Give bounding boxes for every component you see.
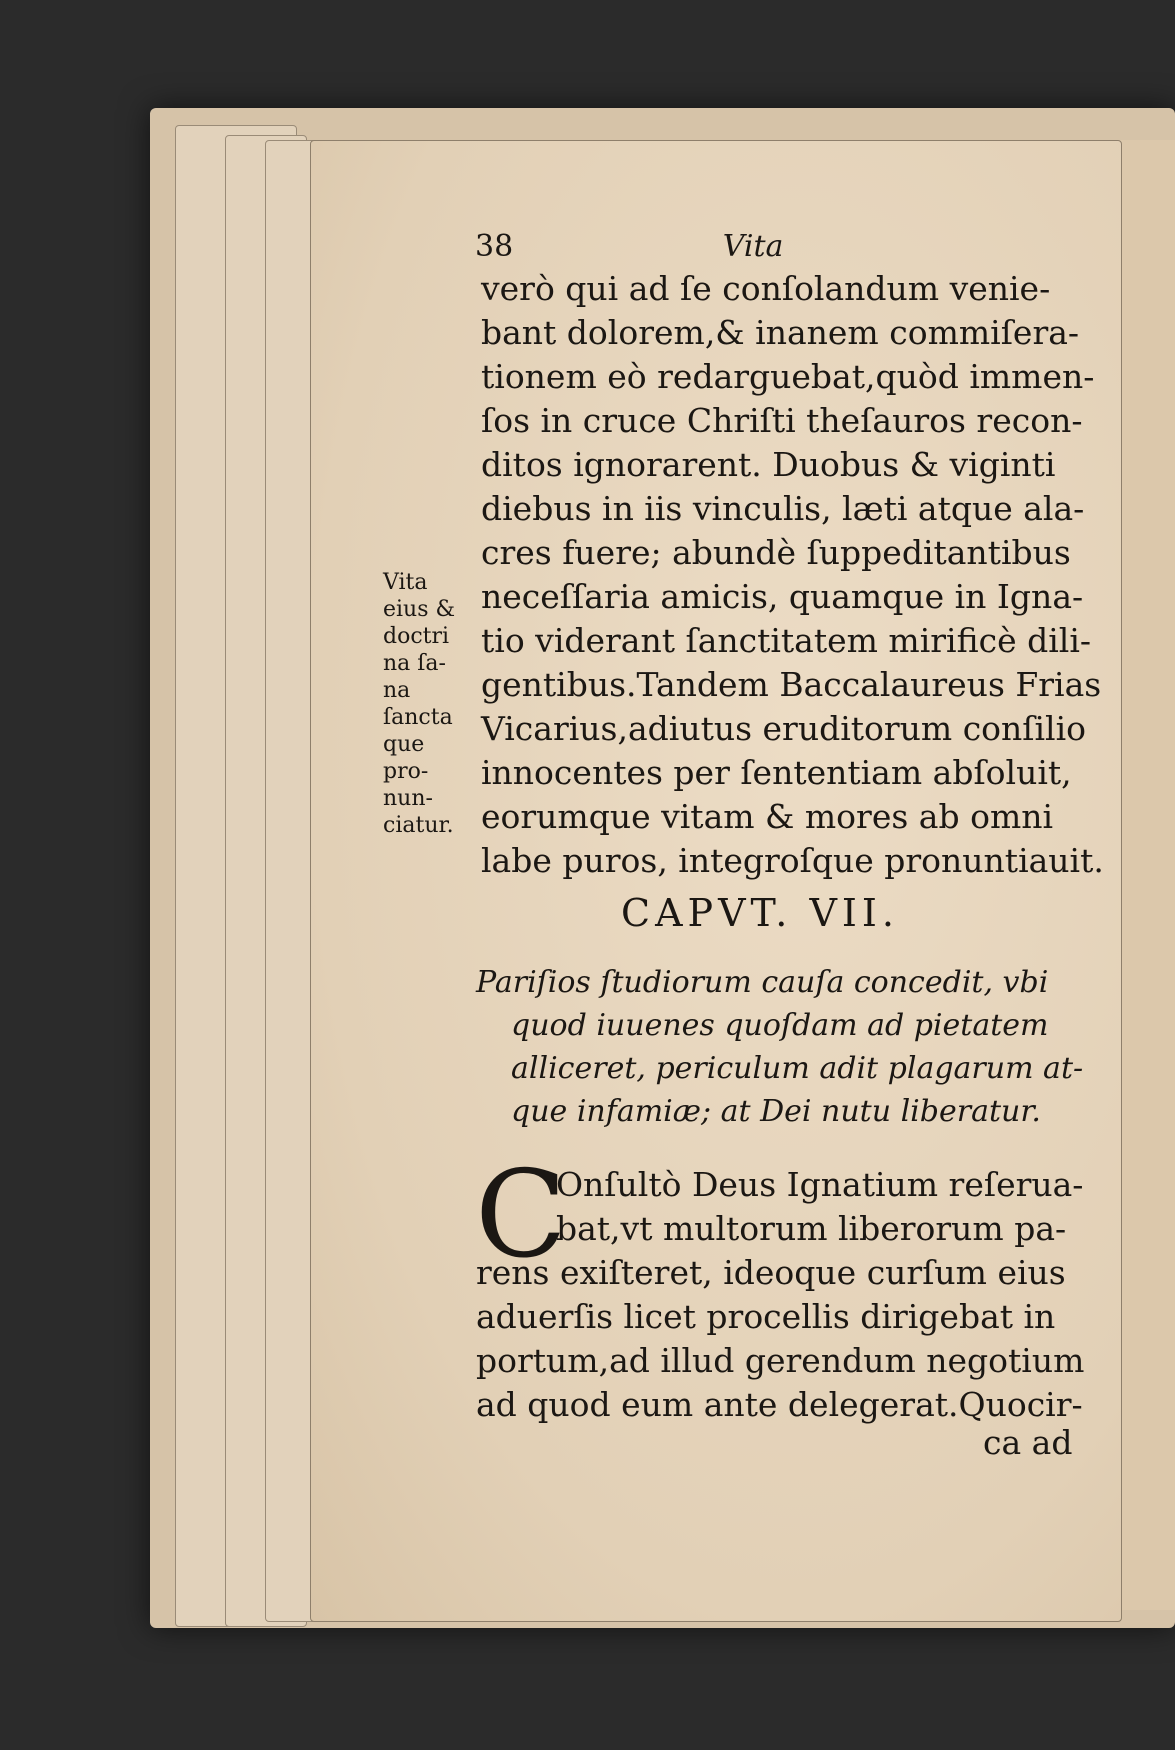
body-line: portum,ad illud gerendum negotium: [476, 1341, 1085, 1380]
book-page: [310, 140, 1122, 1622]
chapter-summary-line: que infamiæ; at Dei nutu liberatur.: [511, 1094, 1041, 1129]
body-line: Onſultò Deus Ignatium reſerua-: [556, 1165, 1084, 1204]
body-line: innocentes per ſententiam abſoluit,: [481, 753, 1072, 792]
body-line: labe puros, integroſque pronuntiauit.: [481, 841, 1104, 880]
facing-page-edge: [1115, 140, 1175, 1610]
drop-cap: C: [475, 1146, 567, 1285]
body-line: ditos ignorarent. Duobus & viginti: [481, 445, 1056, 484]
chapter-summary-line: alliceret, periculum adit plagarum at-: [511, 1051, 1084, 1086]
chapter-summary-line: Pariſios ſtudiorum cauſa concedit, vbi: [476, 965, 1049, 1000]
body-line: ſos in cruce Chriſti theſauros recon-: [481, 401, 1083, 440]
body-line: cres fuere; abundè ſuppeditantibus: [481, 533, 1071, 572]
body-line: neceſſaria amicis, quamque in Igna-: [481, 577, 1084, 616]
body-line: gentibus.Tandem Baccalaureus Frias: [481, 665, 1102, 704]
page-number: 38: [475, 229, 514, 264]
body-line: diebus in iis vinculis, læti atque ala-: [481, 489, 1085, 528]
chapter-heading: CAPVT. VII.: [621, 891, 899, 935]
body-line: tionem eò redarguebat,quòd immen-: [481, 357, 1095, 396]
body-line: bat,vt multorum liberorum pa-: [556, 1209, 1067, 1248]
marginal-note: Vita eius & doctri na ſa- na ſancta que pro- nun- ciatur.: [383, 570, 456, 838]
running-title: Vita: [722, 229, 784, 264]
catchword: ca ad: [983, 1423, 1073, 1462]
running-head: [475, 229, 783, 264]
body-line: verò qui ad ſe conſolandum venie-: [481, 269, 1051, 308]
body-line: tio viderant ſanctitatem mirificè dili-: [481, 621, 1092, 660]
body-line: eorumque vitam & mores ab omni: [481, 797, 1054, 836]
body-line: bant dolorem,& inanem commiſera-: [481, 313, 1080, 352]
chapter-summary-line: quod iuuenes quoſdam ad pietatem: [511, 1008, 1049, 1043]
body-line: ad quod eum ante delegerat.Quocir-: [476, 1385, 1083, 1424]
body-line: rens exiſteret, ideoque curſum eius: [476, 1253, 1066, 1292]
body-line: Vicarius,adiutus eruditorum conſilio: [481, 709, 1087, 748]
body-line: aduerſis licet procellis dirigebat in: [476, 1297, 1056, 1336]
